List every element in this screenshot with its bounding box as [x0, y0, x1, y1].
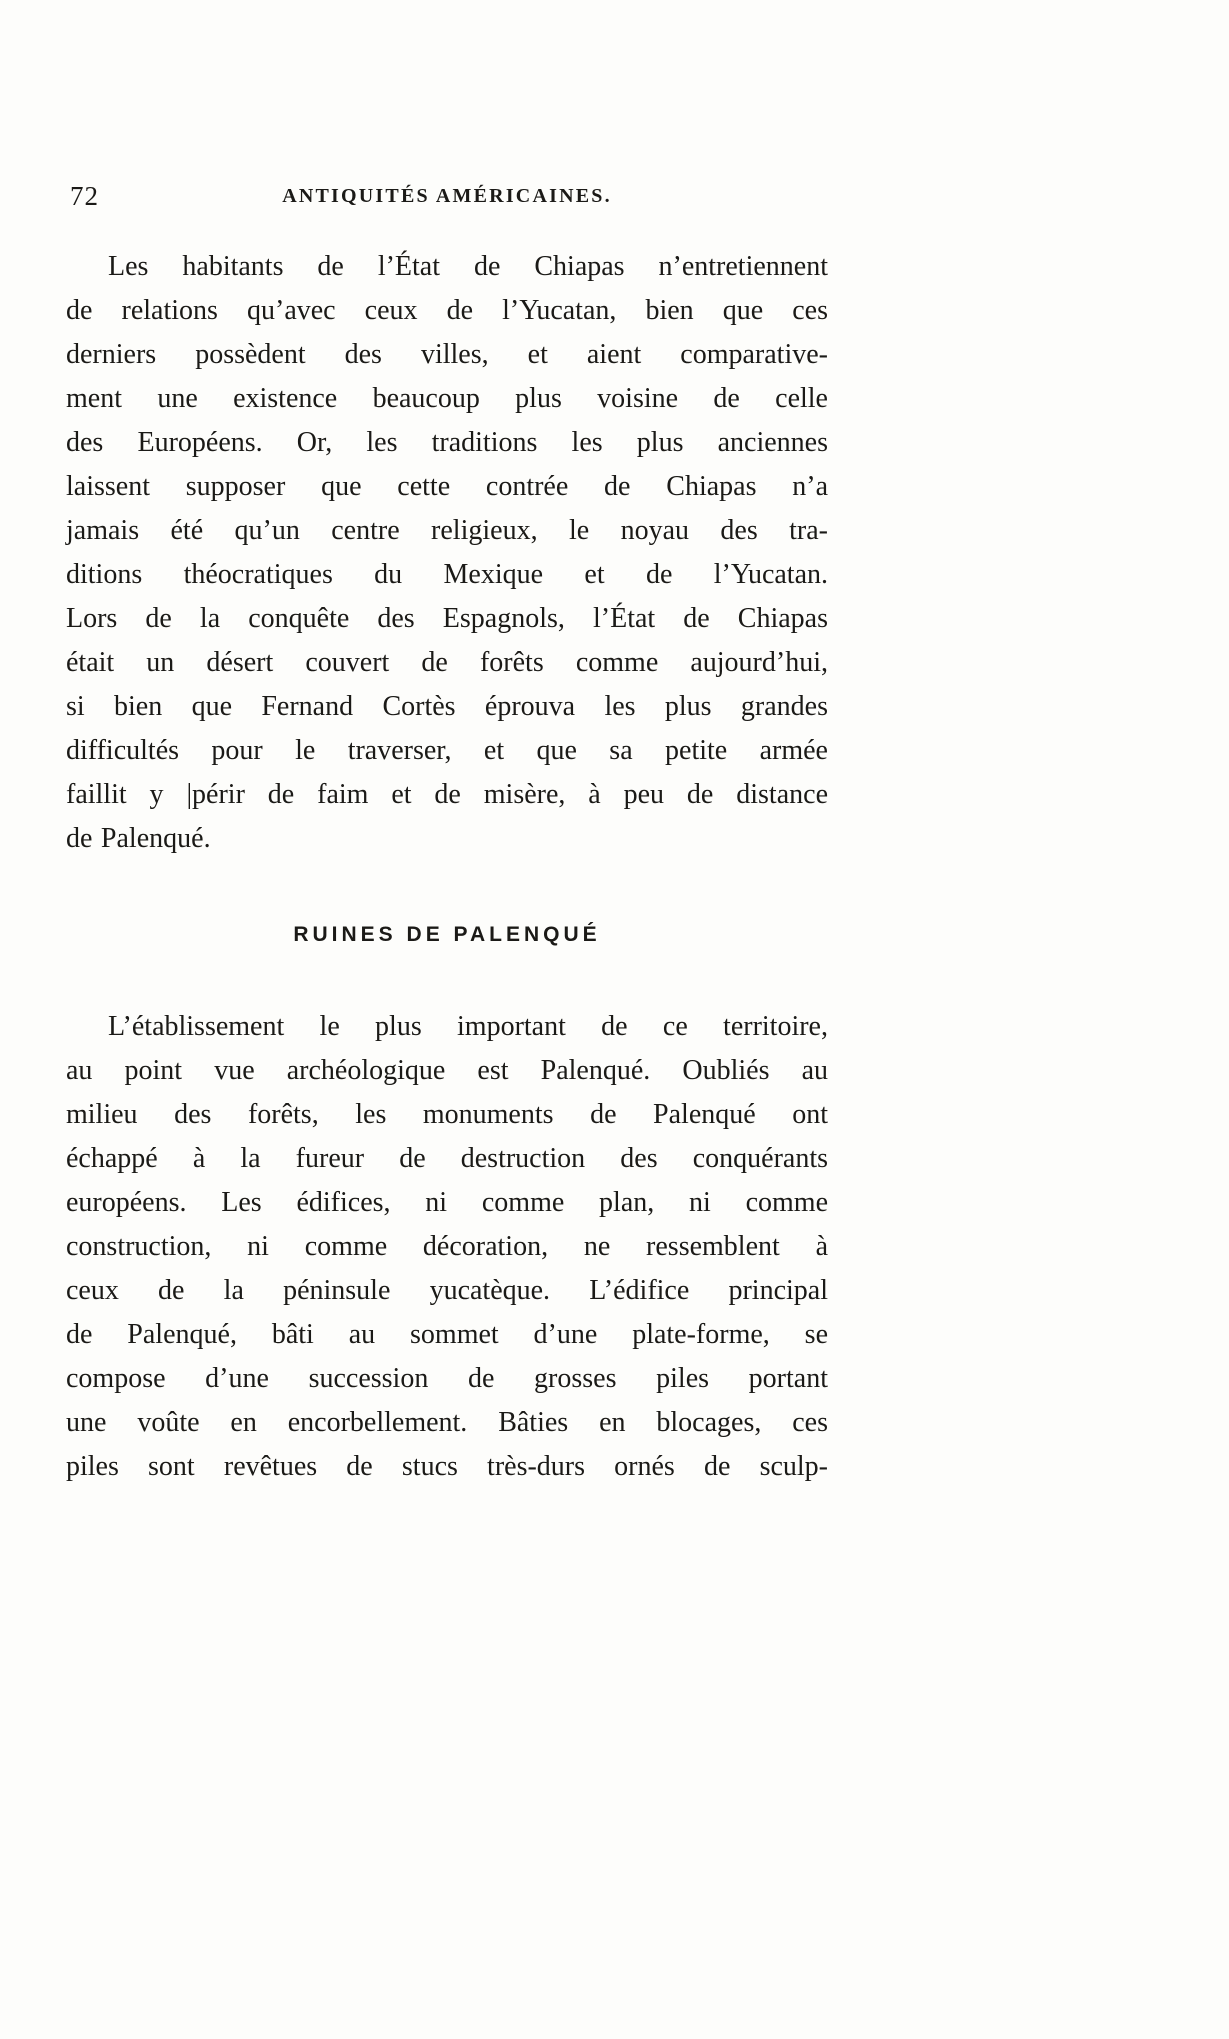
text-line: de Palenqué, bâti au sommet d’une plate-forme, se — [66, 1319, 828, 1350]
running-header: ANTIQUITÉS AMÉRICAINES. — [282, 185, 612, 207]
text-line: milieu des forêts, les monuments de Palenqué ont — [66, 1099, 828, 1130]
paragraph-1 — [66, 245, 828, 861]
text-line: construction, ni comme décoration, ne ressemblent à — [66, 1231, 828, 1262]
text-line: L’établissement le plus important de ce territoire, — [108, 1011, 828, 1042]
page-number: 72 — [70, 181, 99, 211]
text-line: échappé à la fureur de destruction des conquérants — [66, 1143, 828, 1174]
text-line: au point vue archéologique est Palenqué. Oubliés au — [66, 1055, 828, 1086]
text-line: si bien que Fernand Cortès éprouva les plus grandes — [66, 691, 828, 722]
text-line: de Palenqué. — [66, 823, 211, 854]
text-line: de relations qu’avec ceux de l’Yucatan, bien que ces — [66, 295, 828, 326]
text-line: était un désert couvert de forêts comme aujourd’hui, — [66, 647, 828, 678]
text-line: ditions théocratiques du Mexique et de l’Yucatan. — [66, 559, 828, 590]
text-line: piles sont revêtues de stucs très-durs ornés de sculp- — [66, 1451, 828, 1482]
text-line: ment une existence beaucoup plus voisine de celle — [66, 383, 828, 414]
text-line: Les habitants de l’État de Chiapas n’entretiennent — [108, 251, 828, 282]
page-header — [66, 181, 828, 215]
text-line: faillit y |périr de faim et de misère, à peu de distance — [66, 779, 828, 810]
text-line: derniers possèdent des villes, et aient comparative- — [66, 339, 828, 370]
text-line: difficultés pour le traverser, et que sa petite armée — [66, 735, 828, 766]
section-heading: RUINES DE PALENQUÉ — [293, 923, 601, 946]
text-line: jamais été qu’un centre religieux, le noyau des tra- — [66, 515, 828, 546]
text-line: compose d’une succession de grosses piles portant — [66, 1363, 828, 1394]
text-line: européens. Les édifices, ni comme plan, ni comme — [66, 1187, 828, 1218]
paragraph-2 — [66, 1005, 828, 1489]
text-line: ceux de la péninsule yucatèque. L’édifice principal — [66, 1275, 828, 1306]
text-line: Lors de la conquête des Espagnols, l’État de Chiapas — [66, 603, 828, 634]
text-line: des Européens. Or, les traditions les plus anciennes — [66, 427, 828, 458]
text-block — [66, 0, 828, 1489]
text-line: une voûte en encorbellement. Bâties en blocages, ces — [66, 1407, 828, 1438]
text-line: laissent supposer que cette contrée de Chiapas n’a — [66, 471, 828, 502]
